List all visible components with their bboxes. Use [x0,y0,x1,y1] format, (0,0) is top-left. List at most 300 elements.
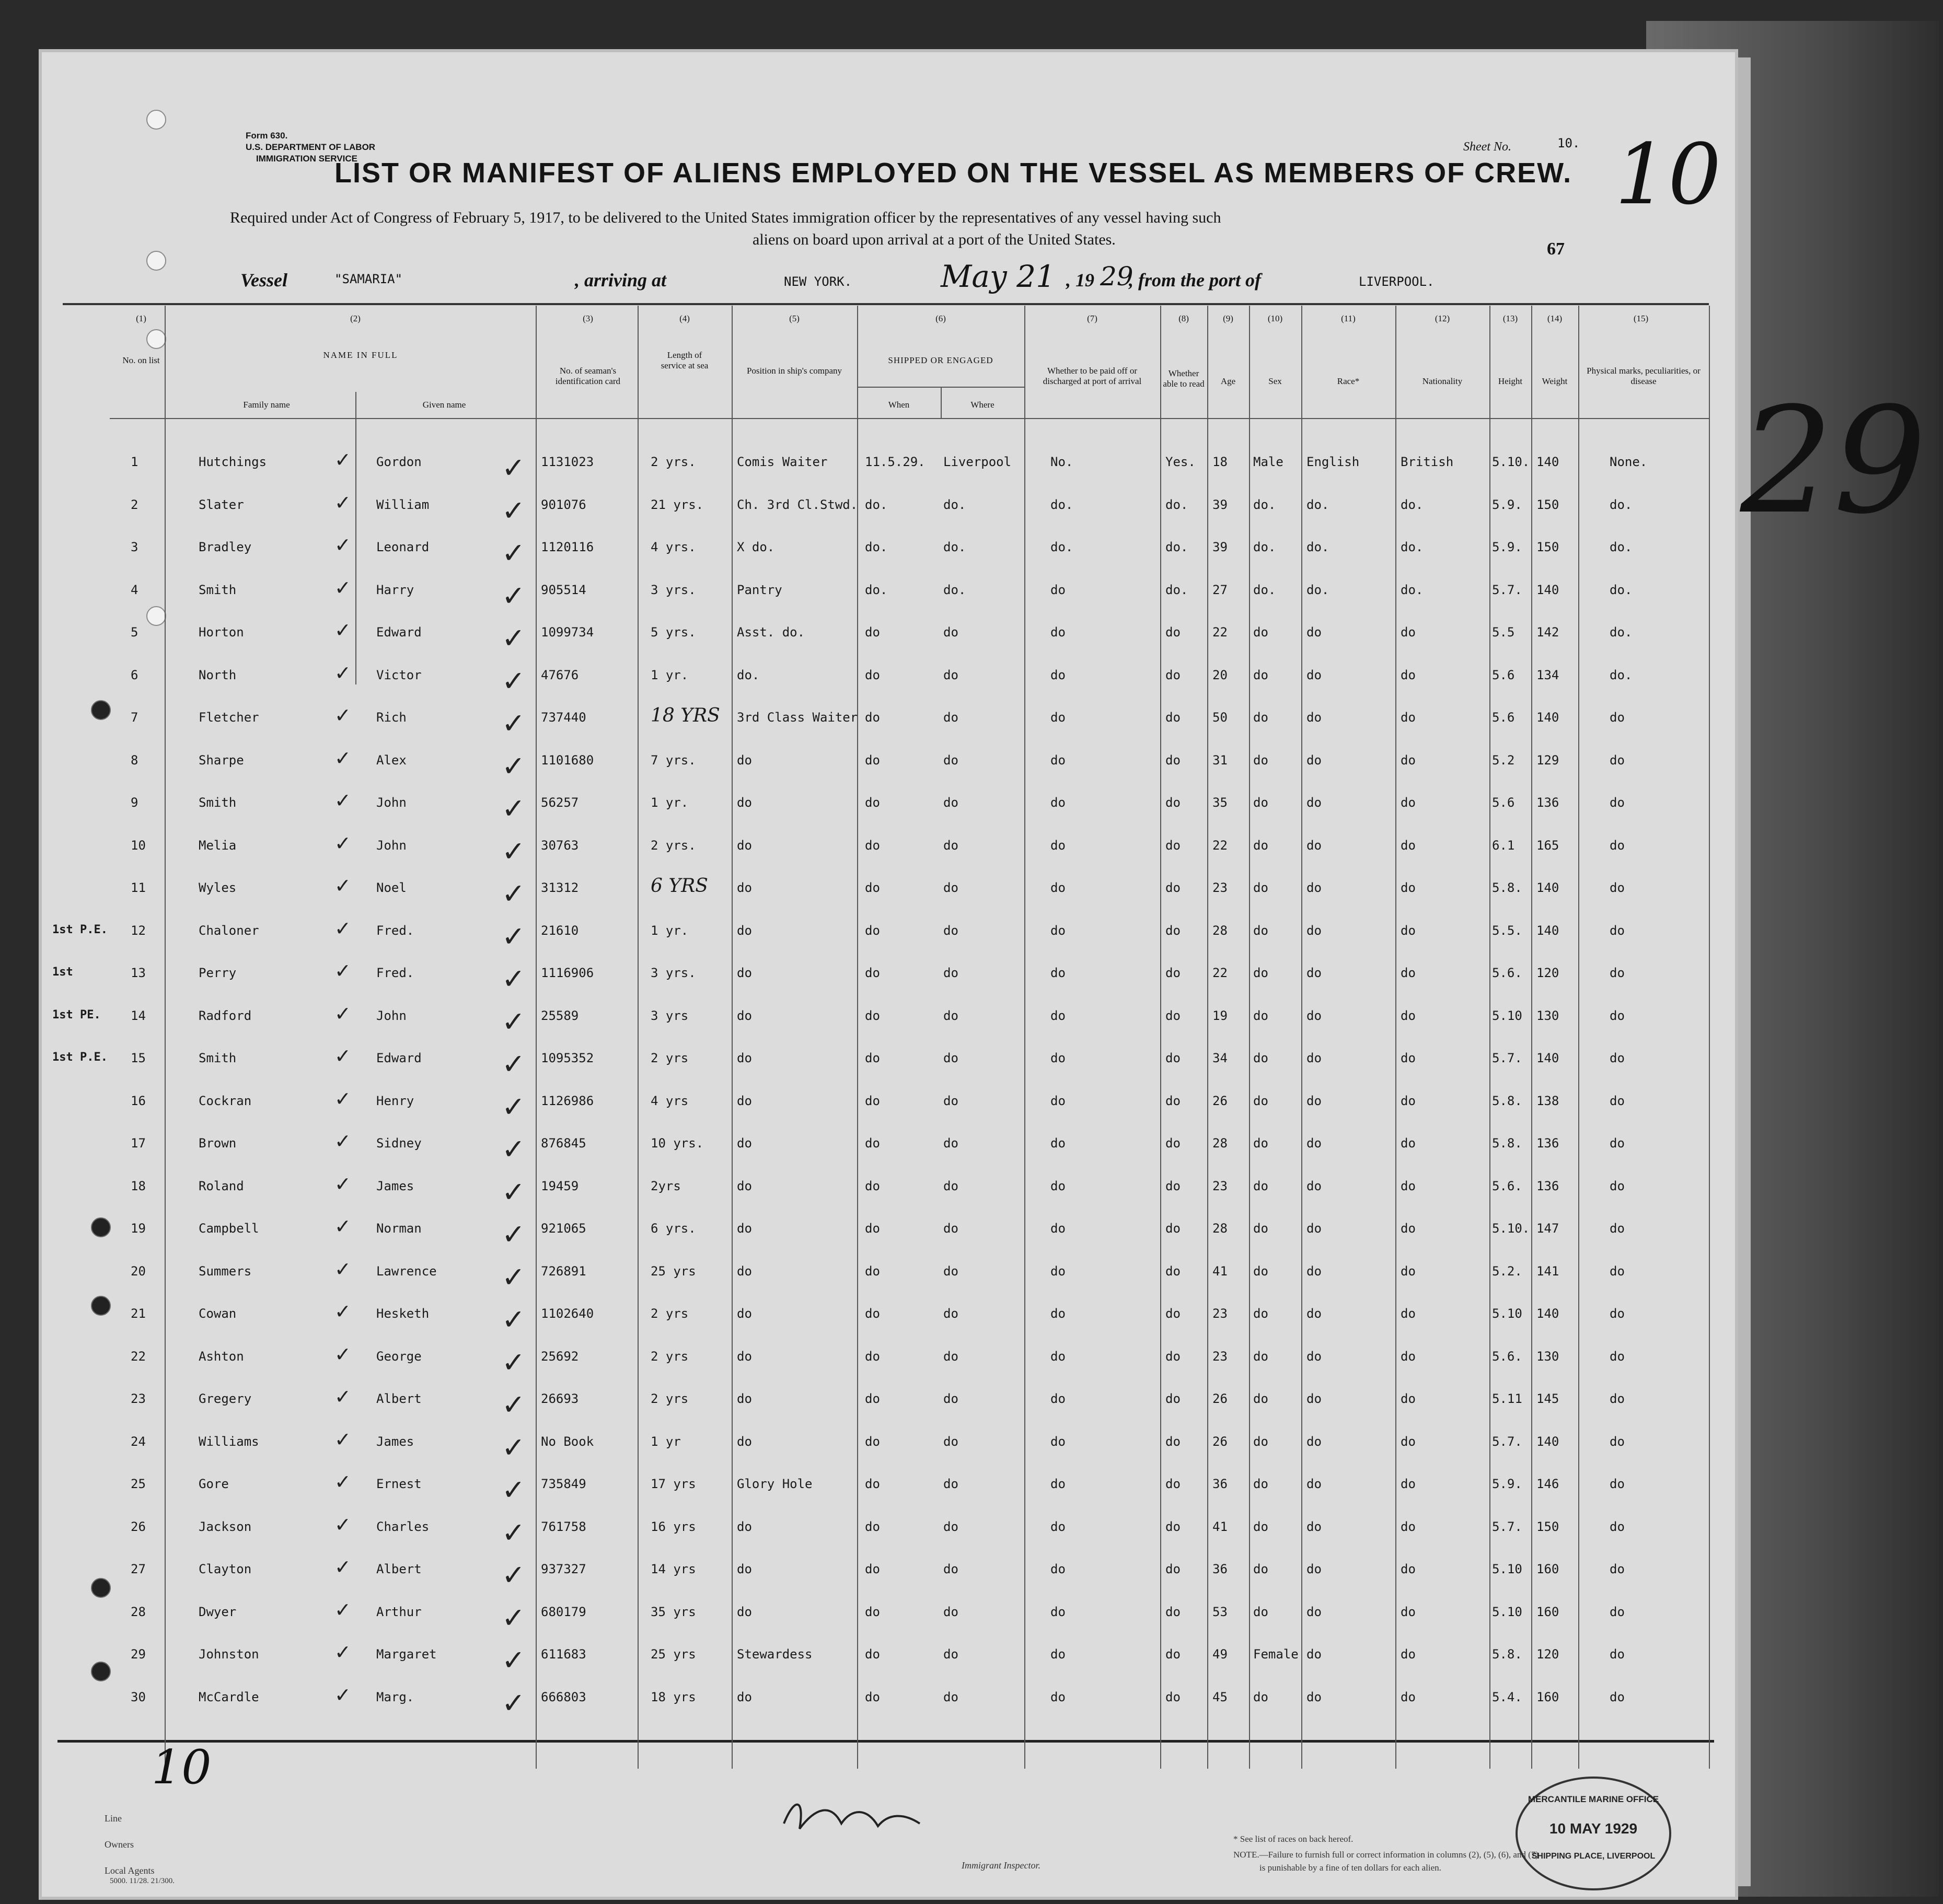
binder-hole [146,251,166,271]
col-header-given-name: Given name [422,400,466,410]
given-name: Ernest [376,1477,422,1491]
given-name: Arthur [376,1605,422,1619]
total-annotation: 10 [152,1740,212,1795]
sex: do [1253,1264,1268,1279]
age: 50 [1212,710,1228,725]
margin-note: 1st P.E. [52,923,108,936]
shipped-where: do [943,1647,958,1662]
family-name: Roland [199,1179,244,1193]
given-name: John [376,795,407,810]
shipped-where: do [943,1349,958,1364]
position: Stewardess [737,1647,813,1662]
position: do [737,1434,752,1449]
nationality: do [1401,1179,1416,1193]
card-number: 921065 [541,1221,586,1236]
able-to-read: do [1165,1690,1181,1704]
physical-marks: do [1610,1519,1625,1534]
able-to-read: do [1165,838,1181,853]
height: 5.6 [1492,668,1515,682]
col14-num: (14) [1547,314,1563,323]
shipped-where: do [943,668,958,682]
sex: do [1253,1477,1268,1491]
race: do [1306,1264,1322,1279]
race: do. [1306,540,1329,554]
age: 28 [1212,923,1228,938]
family-name: Fletcher [199,710,259,725]
physical-marks: do [1610,1647,1625,1662]
given-name: Albert [376,1391,422,1406]
row-number: 22 [131,1349,146,1364]
age: 45 [1212,1690,1228,1704]
check-mark-icon: ✓ [502,665,526,698]
position: do [737,1179,752,1193]
able-to-read: do [1165,1094,1181,1108]
check-mark-icon: ✓ [334,491,351,514]
nationality: do. [1401,540,1424,554]
position: do [737,1519,752,1534]
shipped-where: do [943,1519,958,1534]
check-mark-icon: ✓ [502,1473,526,1506]
shipped-where: do [943,966,958,980]
family-name: Gregery [199,1391,252,1406]
row-number: 1 [131,455,138,469]
shipped-when: do [865,1008,880,1023]
shipped-where: do [943,625,958,640]
nationality: do [1401,1562,1416,1576]
check-mark-icon: ✓ [502,962,526,995]
able-to-read: do [1165,753,1181,768]
footer-owners-label: Owners [105,1839,134,1850]
able-to-read: do [1165,1562,1181,1576]
nationality: do [1401,753,1416,768]
service-length: 14 yrs [651,1562,696,1576]
nationality: do. [1401,583,1424,597]
family-name: Cowan [199,1306,237,1321]
binder-hole [91,1578,111,1598]
weight: 147 [1536,1221,1559,1236]
shipped-where: do [943,1051,958,1065]
weight: 134 [1536,668,1559,682]
service-length: 25 yrs [651,1264,696,1279]
able-to-read: do [1165,1051,1181,1065]
position: do [737,838,752,853]
height: 5.7. [1492,1519,1522,1534]
card-number: 1131023 [541,455,594,469]
sex: do [1253,1562,1268,1576]
position: Glory Hole [737,1477,813,1491]
check-mark-icon: ✓ [502,1303,526,1336]
weight: 138 [1536,1094,1559,1108]
check-mark-icon: ✓ [502,1133,526,1166]
position: Ch. 3rd Cl.Stwd. [737,497,858,512]
col-header-service: Length of service at sea [661,350,709,370]
check-mark-icon: ✓ [334,1258,351,1281]
height: 5.8. [1492,1136,1522,1151]
age: 22 [1212,625,1228,640]
check-mark-icon: ✓ [502,1431,526,1464]
shipped-where: do [943,1264,958,1279]
check-mark-icon: ✓ [334,1172,351,1195]
age: 26 [1212,1434,1228,1449]
able-to-read: do [1165,1349,1181,1364]
check-mark-icon: ✓ [334,661,351,684]
given-name: Edward [376,625,422,640]
sheet-number: 10. [1557,136,1580,150]
position: do [737,1306,752,1321]
check-mark-icon: ✓ [502,451,526,484]
race: do [1306,1008,1322,1023]
paid-off: do. [1050,497,1073,512]
sheet-annotation: 10 [1615,125,1721,223]
sex: do [1253,1391,1268,1406]
check-mark-icon: ✓ [334,1641,351,1664]
age: 49 [1212,1647,1228,1662]
service-length: 1 yr. [651,923,689,938]
card-number: 47676 [541,668,579,682]
check-mark-icon: ✓ [502,622,526,655]
nationality: do [1401,880,1416,895]
nationality: do. [1401,497,1424,512]
check-mark-icon: ✓ [502,1388,526,1421]
binder-hole [146,606,166,626]
check-mark-icon: ✓ [334,832,351,855]
check-mark-icon: ✓ [502,750,526,783]
weight: 160 [1536,1605,1559,1619]
page-number: 67 [1547,239,1565,259]
physical-marks: do. [1610,497,1633,512]
weight: 150 [1536,1519,1559,1534]
weight: 140 [1536,1306,1559,1321]
col-header-where: Where [970,400,994,410]
position: do [737,753,752,768]
service-length: 2 yrs [651,1391,689,1406]
vessel-label: Vessel [240,270,287,291]
weight: 140 [1536,710,1559,725]
weight: 160 [1536,1562,1559,1576]
nationality: do [1401,668,1416,682]
check-mark-icon: ✓ [334,917,351,940]
physical-marks: do [1610,1306,1625,1321]
sex: do [1253,1306,1268,1321]
row-number: 13 [131,966,146,980]
check-mark-icon: ✓ [334,1044,351,1067]
height: 5.6 [1492,710,1515,725]
weight: 136 [1536,1136,1559,1151]
service-length: 25 yrs [651,1647,696,1662]
row-number: 5 [131,625,138,640]
row-number: 18 [131,1179,146,1193]
physical-marks: do [1610,1690,1625,1704]
row-number: 14 [131,1008,146,1023]
card-number: 1102640 [541,1306,594,1321]
physical-marks: do. [1610,625,1633,640]
able-to-read: do [1165,1221,1181,1236]
family-name: Summers [199,1264,252,1279]
height: 5.10 [1492,1008,1522,1023]
position: do. [737,668,760,682]
physical-marks: do [1610,753,1625,768]
check-mark-icon: ✓ [334,1002,351,1025]
row-number: 30 [131,1690,146,1704]
penalty-note-2: is punishable by a fine of ten dollars for each alien. [1259,1863,1441,1873]
able-to-read: do [1165,1008,1181,1023]
arrival-date-handwritten: May 21 [941,259,1055,294]
able-to-read: do [1165,1179,1181,1193]
given-name: Victor [376,668,422,682]
paid-off: do [1050,1690,1066,1704]
position: do [737,1562,752,1576]
check-mark-icon: ✓ [502,1005,526,1038]
from-port-label: , from the port of [1129,270,1262,291]
check-mark-icon: ✓ [334,1087,351,1110]
paid-off: do [1050,1477,1066,1491]
check-mark-icon: ✓ [502,707,526,740]
shipped-when: do [865,880,880,895]
card-number: 1099734 [541,625,594,640]
age: 53 [1212,1605,1228,1619]
page-title: LIST OR MANIFEST OF ALIENS EMPLOYED ON THE VESSEL AS MEMBERS OF CREW. [334,157,1572,189]
nationality: do [1401,1434,1416,1449]
given-name: Marg. [376,1690,414,1704]
able-to-read: do [1165,880,1181,895]
paid-off: do [1050,880,1066,895]
weight: 146 [1536,1477,1559,1491]
weight: 136 [1536,1179,1559,1193]
family-name: Smith [199,583,237,597]
check-mark-icon: ✓ [502,1601,526,1634]
physical-marks: do [1610,1179,1625,1193]
height: 5.7. [1492,1434,1522,1449]
height: 5.8. [1492,1094,1522,1108]
shipped-where: do [943,1306,958,1321]
check-mark-icon: ✓ [334,533,351,556]
binder-hole [91,1217,111,1237]
service-length: 35 yrs [651,1605,696,1619]
nationality: do [1401,1605,1416,1619]
card-number: 1095352 [541,1051,594,1065]
height: 5.10 [1492,1605,1522,1619]
card-number: 737440 [541,710,586,725]
paid-off: do [1050,583,1066,597]
nationality: do [1401,1008,1416,1023]
check-mark-icon: ✓ [502,537,526,570]
check-mark-icon: ✓ [334,789,351,812]
paid-off: do [1050,1008,1066,1023]
service-length: 21 yrs. [651,497,704,512]
given-name: Edward [376,1051,422,1065]
given-name: Margaret [376,1647,437,1662]
row-number: 4 [131,583,138,597]
shipped-where: do [943,923,958,938]
nationality: do [1401,1221,1416,1236]
position: do [737,1094,752,1108]
height: 5.7. [1492,583,1522,597]
race: do [1306,1136,1322,1151]
nationality: do [1401,1349,1416,1364]
family-name: Brown [199,1136,237,1151]
paid-off: do [1050,1647,1066,1662]
height: 5.10. [1492,455,1530,469]
shipped-when: do [865,1562,880,1576]
able-to-read: do [1165,1605,1181,1619]
shipped-when: do [865,1647,880,1662]
nationality: do [1401,1391,1416,1406]
age: 36 [1212,1562,1228,1576]
service-length: 10 yrs. [651,1136,704,1151]
sex: do [1253,753,1268,768]
shipped-when: do [865,1519,880,1534]
race: do [1306,795,1322,810]
shipped-where: do [943,1391,958,1406]
shipped-where: do [943,1605,958,1619]
col10-num: (10) [1267,314,1283,323]
height: 5.9. [1492,540,1522,554]
col-header-age: Age [1220,376,1236,386]
age: 41 [1212,1519,1228,1534]
race: do. [1306,497,1329,512]
paid-off: do [1050,1434,1066,1449]
service-length: 18 YRS [651,705,720,726]
card-number: 1120116 [541,540,594,554]
given-name: James [376,1179,414,1193]
service-length: 17 yrs [651,1477,696,1491]
col-header-nationality: Nationality [1422,376,1463,386]
row-number: 23 [131,1391,146,1406]
age: 41 [1212,1264,1228,1279]
paid-off: do [1050,625,1066,640]
sex: do [1253,1349,1268,1364]
binder-hole [91,1662,111,1681]
card-number: 735849 [541,1477,586,1491]
shipped-when: do [865,1306,880,1321]
given-name: James [376,1434,414,1449]
footer-agents-label: Local Agents [105,1865,155,1876]
paid-off: do [1050,838,1066,853]
col1-num: (1) [136,314,146,323]
physical-marks: do [1610,1477,1625,1491]
card-number: 25692 [541,1349,579,1364]
margin-note: 1st PE. [52,1008,101,1021]
weight: 130 [1536,1349,1559,1364]
able-to-read: do [1165,1519,1181,1534]
nationality: do [1401,710,1416,725]
nationality: do [1401,1306,1416,1321]
check-mark-icon: ✓ [502,1048,526,1081]
position: do [737,923,752,938]
col2-num: (2) [350,314,361,323]
col13-num: (13) [1502,314,1518,323]
card-number: 680179 [541,1605,586,1619]
service-length: 1 yr. [651,668,689,682]
sex: do [1253,1690,1268,1704]
col4-num: (4) [679,314,690,323]
height: 5.6. [1492,1179,1522,1193]
physical-marks: do [1610,1008,1625,1023]
paid-off: No. [1050,455,1073,469]
paid-off: do [1050,966,1066,980]
weight: 140 [1536,583,1559,597]
shipped-where: do [943,1477,958,1491]
family-name: Smith [199,795,237,810]
sex: do [1253,1179,1268,1193]
service-length: 7 yrs. [651,753,696,768]
row-number: 15 [131,1051,146,1065]
row-number: 26 [131,1519,146,1534]
shipped-when: do. [865,583,888,597]
col-header-read: Whether able to read [1163,368,1205,389]
check-mark-icon: ✓ [334,1513,351,1536]
footer-line-label: Line [105,1813,122,1824]
check-mark-icon: ✓ [334,1470,351,1493]
weight: 130 [1536,1008,1559,1023]
sex: Female [1253,1647,1299,1662]
binder-hole [146,329,166,349]
family-name: North [199,668,237,682]
family-name: Cockran [199,1094,252,1108]
inspector-label: Immigrant Inspector. [962,1860,1040,1871]
weight: 140 [1536,880,1559,895]
col7-num: (7) [1087,314,1097,323]
family-name: McCardle [199,1690,259,1704]
year-prefix: , 19 [1066,270,1094,291]
card-number: 1116906 [541,966,594,980]
shipped-when: do [865,1605,880,1619]
shipped-where: do [943,1221,958,1236]
check-mark-icon: ✓ [502,792,526,825]
service-length: 1 yr [651,1434,681,1449]
able-to-read: do [1165,1136,1181,1151]
col15-num: (15) [1633,314,1649,323]
card-number: 611683 [541,1647,586,1662]
check-mark-icon: ✓ [334,1555,351,1578]
age: 39 [1212,497,1228,512]
card-number: 56257 [541,795,579,810]
form-number: Form 630. [246,131,288,141]
race: do [1306,1391,1322,1406]
shipped-where: do [943,1008,958,1023]
row-number: 10 [131,838,146,853]
paid-off: do [1050,1094,1066,1108]
check-mark-icon: ✓ [502,1687,526,1720]
service-length: 2 yrs [651,1051,689,1065]
weight: 150 [1536,497,1559,512]
race: do [1306,838,1322,853]
row-number: 28 [131,1605,146,1619]
physical-marks: do [1610,1264,1625,1279]
shipped-where: do [943,1179,958,1193]
service-length: 2 yrs. [651,455,696,469]
service-length: 2 yrs. [651,838,696,853]
service-length: 2yrs [651,1179,681,1193]
check-mark-icon: ✓ [502,494,526,527]
shipped-when: do [865,1349,880,1364]
age: 23 [1212,880,1228,895]
given-name: George [376,1349,422,1364]
check-mark-icon: ✓ [502,579,526,612]
binder-hole [91,700,111,720]
sex: do [1253,923,1268,938]
paid-off: do [1050,1264,1066,1279]
family-name: Hutchings [199,455,267,469]
weight: 160 [1536,1690,1559,1704]
weight: 120 [1536,1647,1559,1662]
service-length: 6 YRS [651,875,708,897]
card-number: 761758 [541,1519,586,1534]
card-number: 666803 [541,1690,586,1704]
weight: 141 [1536,1264,1559,1279]
age: 39 [1212,540,1228,554]
subtitle-line-2: aliens on board upon arrival at a port of the United States. [753,231,1116,248]
